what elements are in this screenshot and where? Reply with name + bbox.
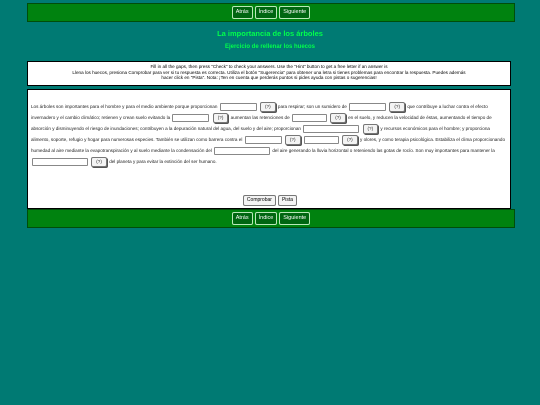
page-title: La importancia de los árboles [217,29,323,38]
gap-input-5[interactable] [303,125,359,133]
hint-button-7[interactable]: (?) [342,135,358,145]
instructions-spanish: Llena los huecos, presiona Comprobar para ver si tu respuesta es correcta. Utiliza el botón "Sugerencia" para obtener una letra si tienes problemas para encontrar la respuesta. Puedes además [72,69,466,75]
hint-button[interactable]: Pista [278,195,297,206]
back-button[interactable]: Atrás [232,6,253,19]
page-subtitle: Ejercicio de rellenar los huecos [224,44,316,50]
text-segment-2: para respirar; son un sumidero de [277,104,347,109]
gap-input-2[interactable] [349,103,386,111]
text-segment-4: aumentan las retenciones de [230,115,290,120]
text-segment-3: que contribuye a luchar contra el efecto invernadero y el cambio climático; retienen y crean suelo evitando la [31,104,488,120]
index-button-bottom[interactable]: Índice [255,212,278,225]
index-button[interactable]: Índice [255,6,278,19]
next-button[interactable]: Siguiente [279,6,310,19]
text-segment-1: Los árboles son importantes para el hombre y para el medio ambiente porque proporcionan [31,104,218,109]
hint-button-2[interactable]: (?) [389,102,405,112]
gap-input-3[interactable] [172,114,209,122]
bottom-navigation-bar [27,209,515,228]
instructions-note: hacer click en "Pista". Nota: ¡Ten en cuenta que perderás puntos si pides ayuda con pistas o sugerencias! [161,75,377,81]
gap-input-9[interactable] [32,158,88,166]
instructions-box [27,61,511,86]
gap-input-6[interactable] [245,136,282,144]
instructions-english: Fill in all the gaps, then press "Check" to check your answers. Use the "Hint" button to get a free letter if an answer is [150,64,388,69]
hint-button-9[interactable]: (?) [91,157,107,167]
back-button-bottom[interactable]: Atrás [232,212,253,225]
hint-button-1[interactable]: (?) [260,102,276,112]
hint-button-3[interactable]: (?) [213,113,229,123]
text-segment-6: y recursos económicos para el hombre; y proporciona alimento, soporte, refugio y hogar para numerosas especies. También se utilizan como barrera contra el [31,126,490,142]
text-segment-5: en el suelo, y reducen la velocidad de éstas, aumentando el tiempo de absorción y disminuyendo el riesgo de inundaciones; contribuyen a la depuración natural del agua, del suelo y del aire; proporcionan [31,115,492,131]
gap-fill-text [31,101,509,167]
top-navigation-bar [27,3,515,22]
hint-button-5[interactable]: (?) [363,124,379,134]
hint-button-4[interactable]: (?) [330,113,346,123]
exercise-panel [27,89,511,209]
text-segment-7: y olores, y como terapia psicológica. Estabiliza el clima proporcionando humedad al aire mediante la evapotranspiración y al suelo mediante la condensación del [31,137,506,153]
next-button-bottom[interactable]: Siguiente [279,212,310,225]
hint-button-6[interactable]: (?) [285,135,301,145]
gap-input-4[interactable] [292,114,327,122]
gap-input-8[interactable] [214,147,270,155]
gap-input-7[interactable] [304,136,339,144]
gap-input-1[interactable] [220,103,257,111]
action-buttons [28,195,512,206]
text-segment-8: del aire generando la lluvia horizontal o reteniendo las gotas de rocío. Son muy importantes para mantener la [272,148,495,153]
check-button[interactable]: Comprobar [243,195,276,206]
text-segment-9: del planeta y para evitar la extinción del ser humano. [109,159,217,164]
